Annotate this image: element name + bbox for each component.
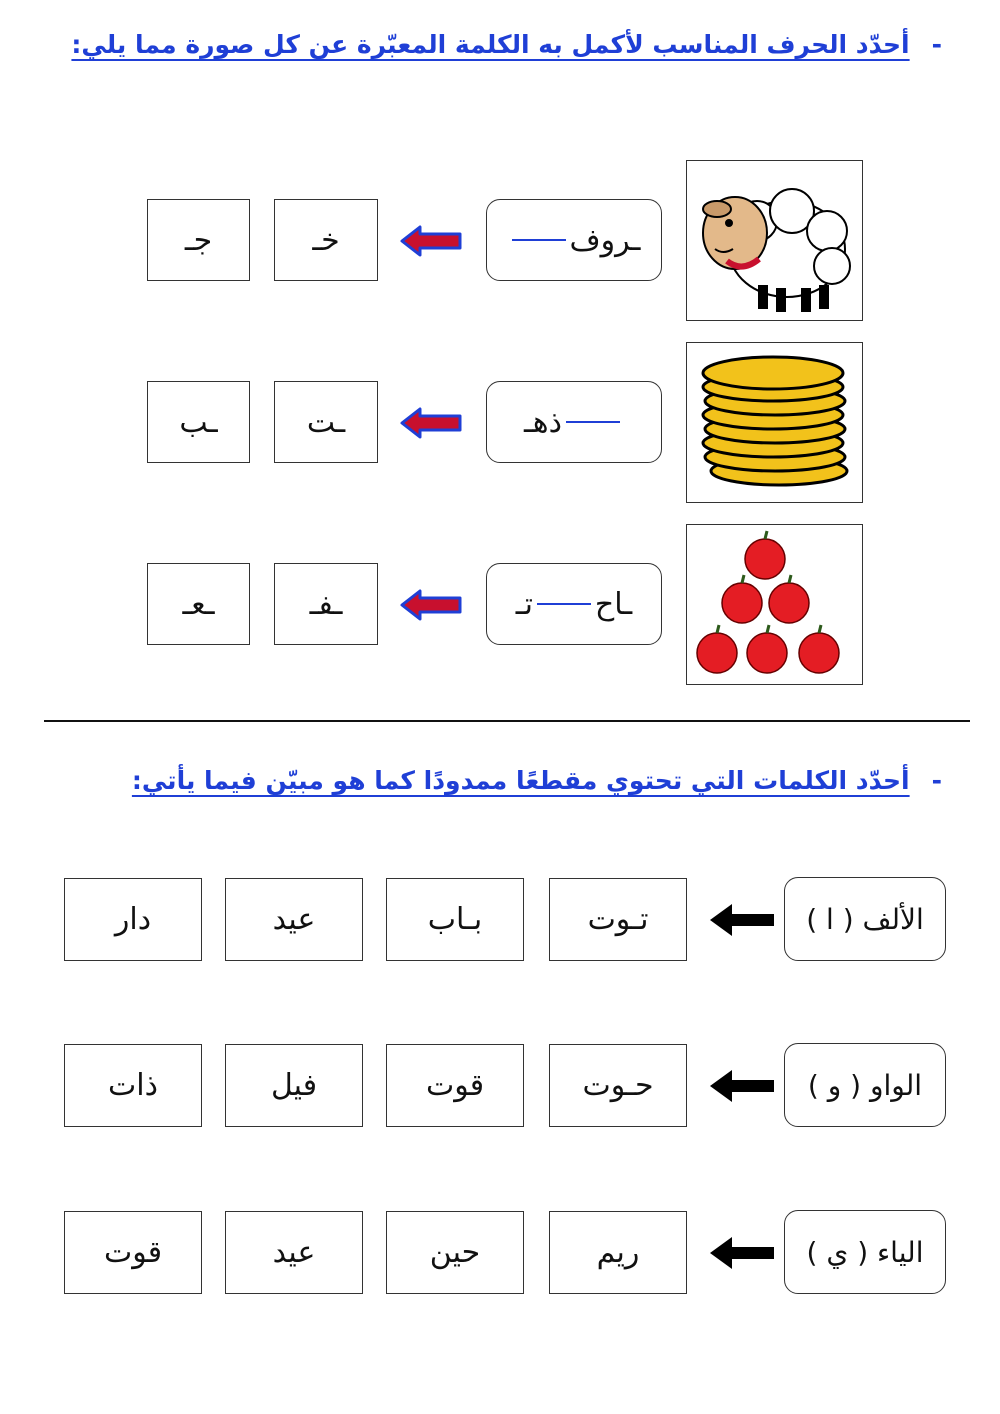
word-text: فيل bbox=[270, 1068, 318, 1103]
arrow-left-icon bbox=[400, 588, 462, 622]
heading-dash: - bbox=[931, 766, 942, 795]
black-arrow-left-icon bbox=[708, 902, 776, 938]
vowel-label-ya bbox=[784, 1210, 946, 1294]
word-option[interactable] bbox=[549, 1044, 687, 1127]
vowel-label-text: الياء ( ي ) bbox=[806, 1235, 924, 1269]
option-box[interactable] bbox=[147, 199, 250, 281]
word-3-before: تـ bbox=[515, 586, 533, 622]
word-option[interactable] bbox=[64, 878, 202, 961]
word-option[interactable] bbox=[64, 1044, 202, 1127]
heading-dash: - bbox=[931, 30, 942, 59]
option-text: خـ bbox=[312, 222, 340, 258]
black-arrow-left-icon bbox=[708, 1068, 776, 1104]
option-text: ـفـ bbox=[309, 586, 343, 622]
word-box-2 bbox=[486, 381, 662, 463]
apples-image bbox=[686, 524, 863, 685]
arrow-left-icon bbox=[400, 406, 462, 440]
option-text: ـت bbox=[306, 404, 346, 440]
word-text: عيد bbox=[272, 1235, 316, 1270]
option-box[interactable] bbox=[274, 199, 378, 281]
word-option[interactable] bbox=[386, 1044, 524, 1127]
section1-heading bbox=[71, 30, 942, 59]
option-box[interactable] bbox=[274, 563, 378, 645]
option-box[interactable] bbox=[147, 563, 250, 645]
word-option[interactable] bbox=[64, 1211, 202, 1294]
section2-heading bbox=[132, 766, 942, 795]
word-text: حين bbox=[429, 1235, 481, 1270]
section-divider bbox=[44, 720, 970, 722]
section2-heading-text: أحدّد الكلمات التي تحتوي مقطعًا ممدودًا كما هو مبيّن فيما يأتي: bbox=[131, 766, 910, 795]
word-box-3 bbox=[486, 563, 662, 645]
word-option[interactable] bbox=[386, 1211, 524, 1294]
option-box[interactable] bbox=[147, 381, 250, 463]
word-text: حـوت bbox=[582, 1068, 654, 1103]
word-text: عيد bbox=[272, 902, 316, 937]
option-text: ـعـ bbox=[182, 586, 215, 622]
blank-line[interactable] bbox=[537, 603, 591, 605]
sheep-image bbox=[686, 160, 863, 321]
word-text: ذات bbox=[108, 1068, 158, 1103]
word-option[interactable] bbox=[225, 878, 363, 961]
word-text: قوت bbox=[425, 1068, 485, 1103]
vowel-label-alef bbox=[784, 877, 946, 961]
word-3-after: ـاح bbox=[594, 586, 633, 622]
section1-heading-text: أحدّد الحرف المناسب لأكمل به الكلمة المعبّرة عن كل صورة مما يلي: bbox=[71, 30, 910, 59]
word-option[interactable] bbox=[386, 878, 524, 961]
vowel-label-text: الواو ( و ) bbox=[807, 1068, 923, 1102]
word-text: ريم bbox=[596, 1235, 640, 1270]
blank-line[interactable] bbox=[566, 421, 620, 423]
arrow-left-icon bbox=[400, 224, 462, 258]
word-option[interactable] bbox=[225, 1044, 363, 1127]
word-text: تـوت bbox=[587, 902, 649, 937]
word-option[interactable] bbox=[549, 878, 687, 961]
gold-coins-image bbox=[686, 342, 863, 503]
blank-line[interactable] bbox=[512, 239, 566, 241]
vowel-label-waw bbox=[784, 1043, 946, 1127]
word-text: قوت bbox=[103, 1235, 163, 1270]
word-1-after: ـروف bbox=[569, 222, 641, 258]
word-box-1 bbox=[486, 199, 662, 281]
word-2-before: ذهـ bbox=[524, 404, 562, 440]
option-box[interactable] bbox=[274, 381, 378, 463]
word-option[interactable] bbox=[549, 1211, 687, 1294]
word-text: دار bbox=[114, 902, 152, 937]
word-option[interactable] bbox=[225, 1211, 363, 1294]
word-text: بـاب bbox=[427, 902, 483, 937]
black-arrow-left-icon bbox=[708, 1235, 776, 1271]
option-text: جـ bbox=[184, 222, 213, 258]
option-text: ـب bbox=[179, 404, 218, 440]
vowel-label-text: الألف ( ا ) bbox=[806, 902, 924, 936]
